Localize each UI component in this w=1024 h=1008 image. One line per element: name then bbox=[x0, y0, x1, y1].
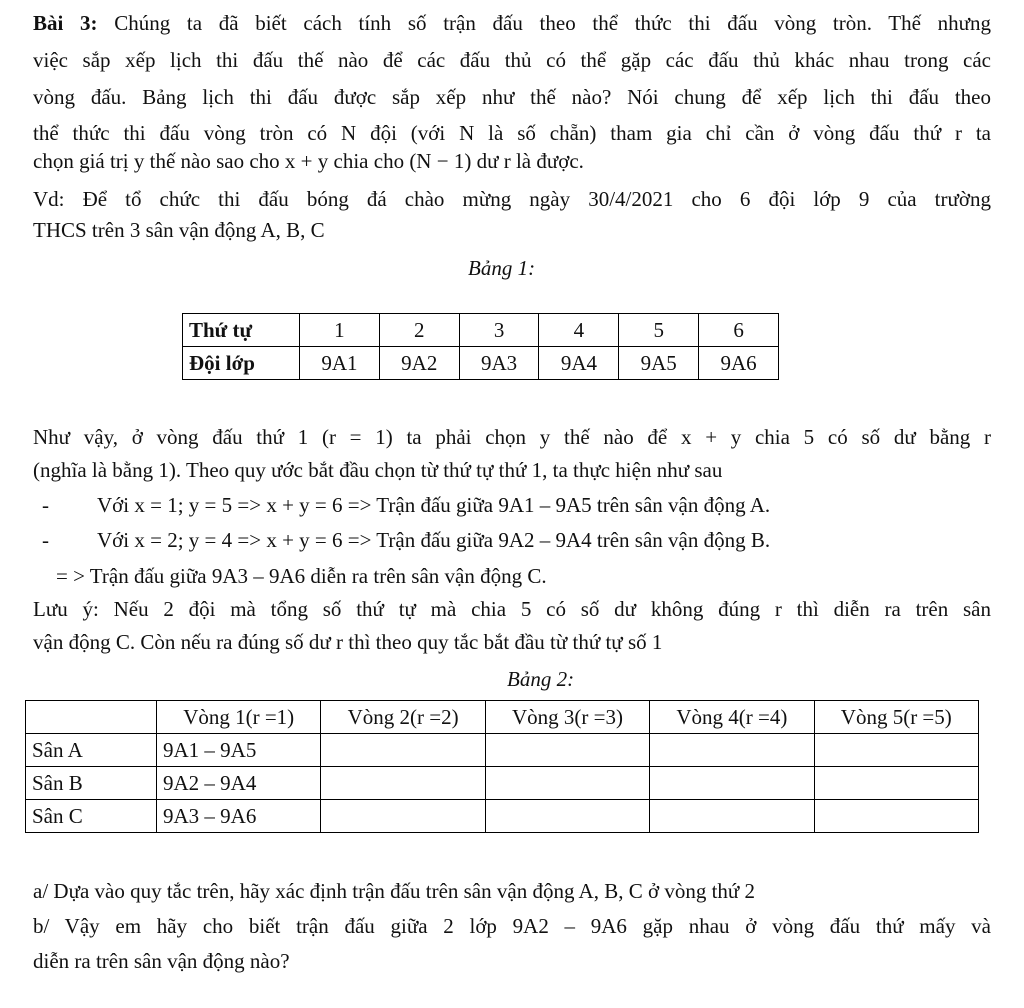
table-cell: 9A2 bbox=[379, 347, 459, 380]
table-header-cell: Vòng 2(r =2) bbox=[321, 701, 485, 734]
table-cell bbox=[814, 800, 978, 833]
example-line-1: Vd: Để tổ chức thi đấu bóng đá chào mừng ngày 30/4/2021 cho 6 đội lớp 9 của trường bbox=[33, 187, 991, 211]
bullet-item-2 bbox=[42, 525, 770, 555]
table-cell bbox=[321, 734, 485, 767]
table-cell bbox=[485, 734, 649, 767]
intro-line-4: thể thức thi đấu vòng tròn có N đội (với N là số chẵn) tham gia chỉ cần ở vòng đấu thứ r ta bbox=[33, 121, 991, 145]
intro-text-1: Chúng ta đã biết cách tính số trận đấu theo thể thức thi đấu vòng tròn. Thế nhưng bbox=[114, 11, 992, 35]
table-header-cell: Vòng 1(r =1) bbox=[157, 701, 321, 734]
table-cell: 1 bbox=[300, 314, 380, 347]
table-cell: Đội lớp bbox=[183, 347, 300, 380]
team-order-table bbox=[182, 313, 779, 380]
exercise-title: Bài 3: bbox=[33, 11, 98, 35]
table-row bbox=[183, 314, 779, 347]
table-cell: 9A4 bbox=[539, 347, 619, 380]
table-row bbox=[183, 347, 779, 380]
table-cell: 4 bbox=[539, 314, 619, 347]
question-a: a/ Dựa vào quy tắc trên, hãy xác định trận đấu trên sân vận động A, B, C ở vòng thứ 2 bbox=[33, 879, 756, 903]
table-header-cell bbox=[26, 701, 157, 734]
table-row bbox=[26, 800, 979, 833]
table-cell: Sân A bbox=[26, 734, 157, 767]
table-cell: 9A5 bbox=[619, 347, 699, 380]
table-cell: 9A3 bbox=[459, 347, 539, 380]
explanation-line-1: Như vậy, ở vòng đấu thứ 1 (r = 1) ta phải chọn y thế nào để x + y chia 5 có số dư bằng r bbox=[33, 425, 991, 449]
table-cell: Thứ tự bbox=[183, 314, 300, 347]
intro-line-1 bbox=[33, 8, 991, 38]
table-cell: 9A2 – 9A4 bbox=[157, 767, 321, 800]
question-b-line-1: b/ Vậy em hãy cho biết trận đấu giữa 2 lớp 9A2 – 9A6 gặp nhau ở vòng đấu thứ mấy và bbox=[33, 914, 991, 938]
table-cell bbox=[814, 734, 978, 767]
table-cell bbox=[321, 767, 485, 800]
table-header-row bbox=[26, 701, 979, 734]
bullet-item-1 bbox=[42, 490, 770, 520]
table2-caption: Bảng 2: bbox=[507, 667, 575, 691]
intro-line-3: vòng đấu. Bảng lịch thi đấu được sắp xếp như thế nào? Nói chung để xếp lịch thi đấu theo bbox=[33, 85, 991, 109]
intro-line-5: chọn giá trị y thế nào sao cho x + y chia cho (N − 1) dư r là được. bbox=[33, 149, 584, 173]
table-header-cell: Vòng 5(r =5) bbox=[814, 701, 978, 734]
question-b-line-2: diễn ra trên sân vận động nào? bbox=[33, 949, 290, 973]
table-cell: 9A6 bbox=[699, 347, 779, 380]
table-cell bbox=[650, 800, 814, 833]
table-cell bbox=[814, 767, 978, 800]
table-cell: 3 bbox=[459, 314, 539, 347]
explanation-line-2: (nghĩa là bằng 1). Theo quy ước bắt đầu chọn từ thứ tự thứ 1, ta thực hiện như sau bbox=[33, 458, 723, 482]
table-cell: 5 bbox=[619, 314, 699, 347]
example-line-2: THCS trên 3 sân vận động A, B, C bbox=[33, 218, 325, 242]
note-line-2: vận động C. Còn nếu ra đúng số dư r thì theo quy tắc bắt đầu từ thứ tự số 1 bbox=[33, 630, 663, 654]
schedule-table bbox=[25, 700, 979, 833]
intro-line-2: việc sắp xếp lịch thi đấu thế nào để các đấu thủ có thể gặp các đấu thủ khác nhau trong các bbox=[33, 48, 991, 72]
table-cell bbox=[650, 734, 814, 767]
table-header-cell: Vòng 3(r =3) bbox=[485, 701, 649, 734]
conclusion-line: = > Trận đấu giữa 9A3 – 9A6 diễn ra trên sân vận động C. bbox=[56, 564, 547, 588]
table-cell bbox=[321, 800, 485, 833]
note-line-1: Lưu ý: Nếu 2 đội mà tổng số thứ tự mà chia 5 có số dư không đúng r thì diễn ra trên sân bbox=[33, 597, 991, 621]
table-header-cell: Vòng 4(r =4) bbox=[650, 701, 814, 734]
table-cell: Sân C bbox=[26, 800, 157, 833]
table-row bbox=[26, 767, 979, 800]
table-cell: 9A3 – 9A6 bbox=[157, 800, 321, 833]
table-row bbox=[26, 734, 979, 767]
bullet-marker: - bbox=[42, 493, 49, 517]
table-cell: 9A1 – 9A5 bbox=[157, 734, 321, 767]
table-cell bbox=[485, 767, 649, 800]
table-cell: 2 bbox=[379, 314, 459, 347]
bullet-text: Với x = 2; y = 4 => x + y = 6 => Trận đấu giữa 9A2 – 9A4 trên sân vận động B. bbox=[97, 528, 771, 552]
table-cell: Sân B bbox=[26, 767, 157, 800]
table-cell bbox=[485, 800, 649, 833]
table-cell: 9A1 bbox=[300, 347, 380, 380]
bullet-marker: - bbox=[42, 528, 49, 552]
bullet-text: Với x = 1; y = 5 => x + y = 6 => Trận đấu giữa 9A1 – 9A5 trên sân vận động A. bbox=[97, 493, 771, 517]
table1-caption: Bảng 1: bbox=[468, 256, 536, 280]
table-cell bbox=[650, 767, 814, 800]
table-cell: 6 bbox=[699, 314, 779, 347]
